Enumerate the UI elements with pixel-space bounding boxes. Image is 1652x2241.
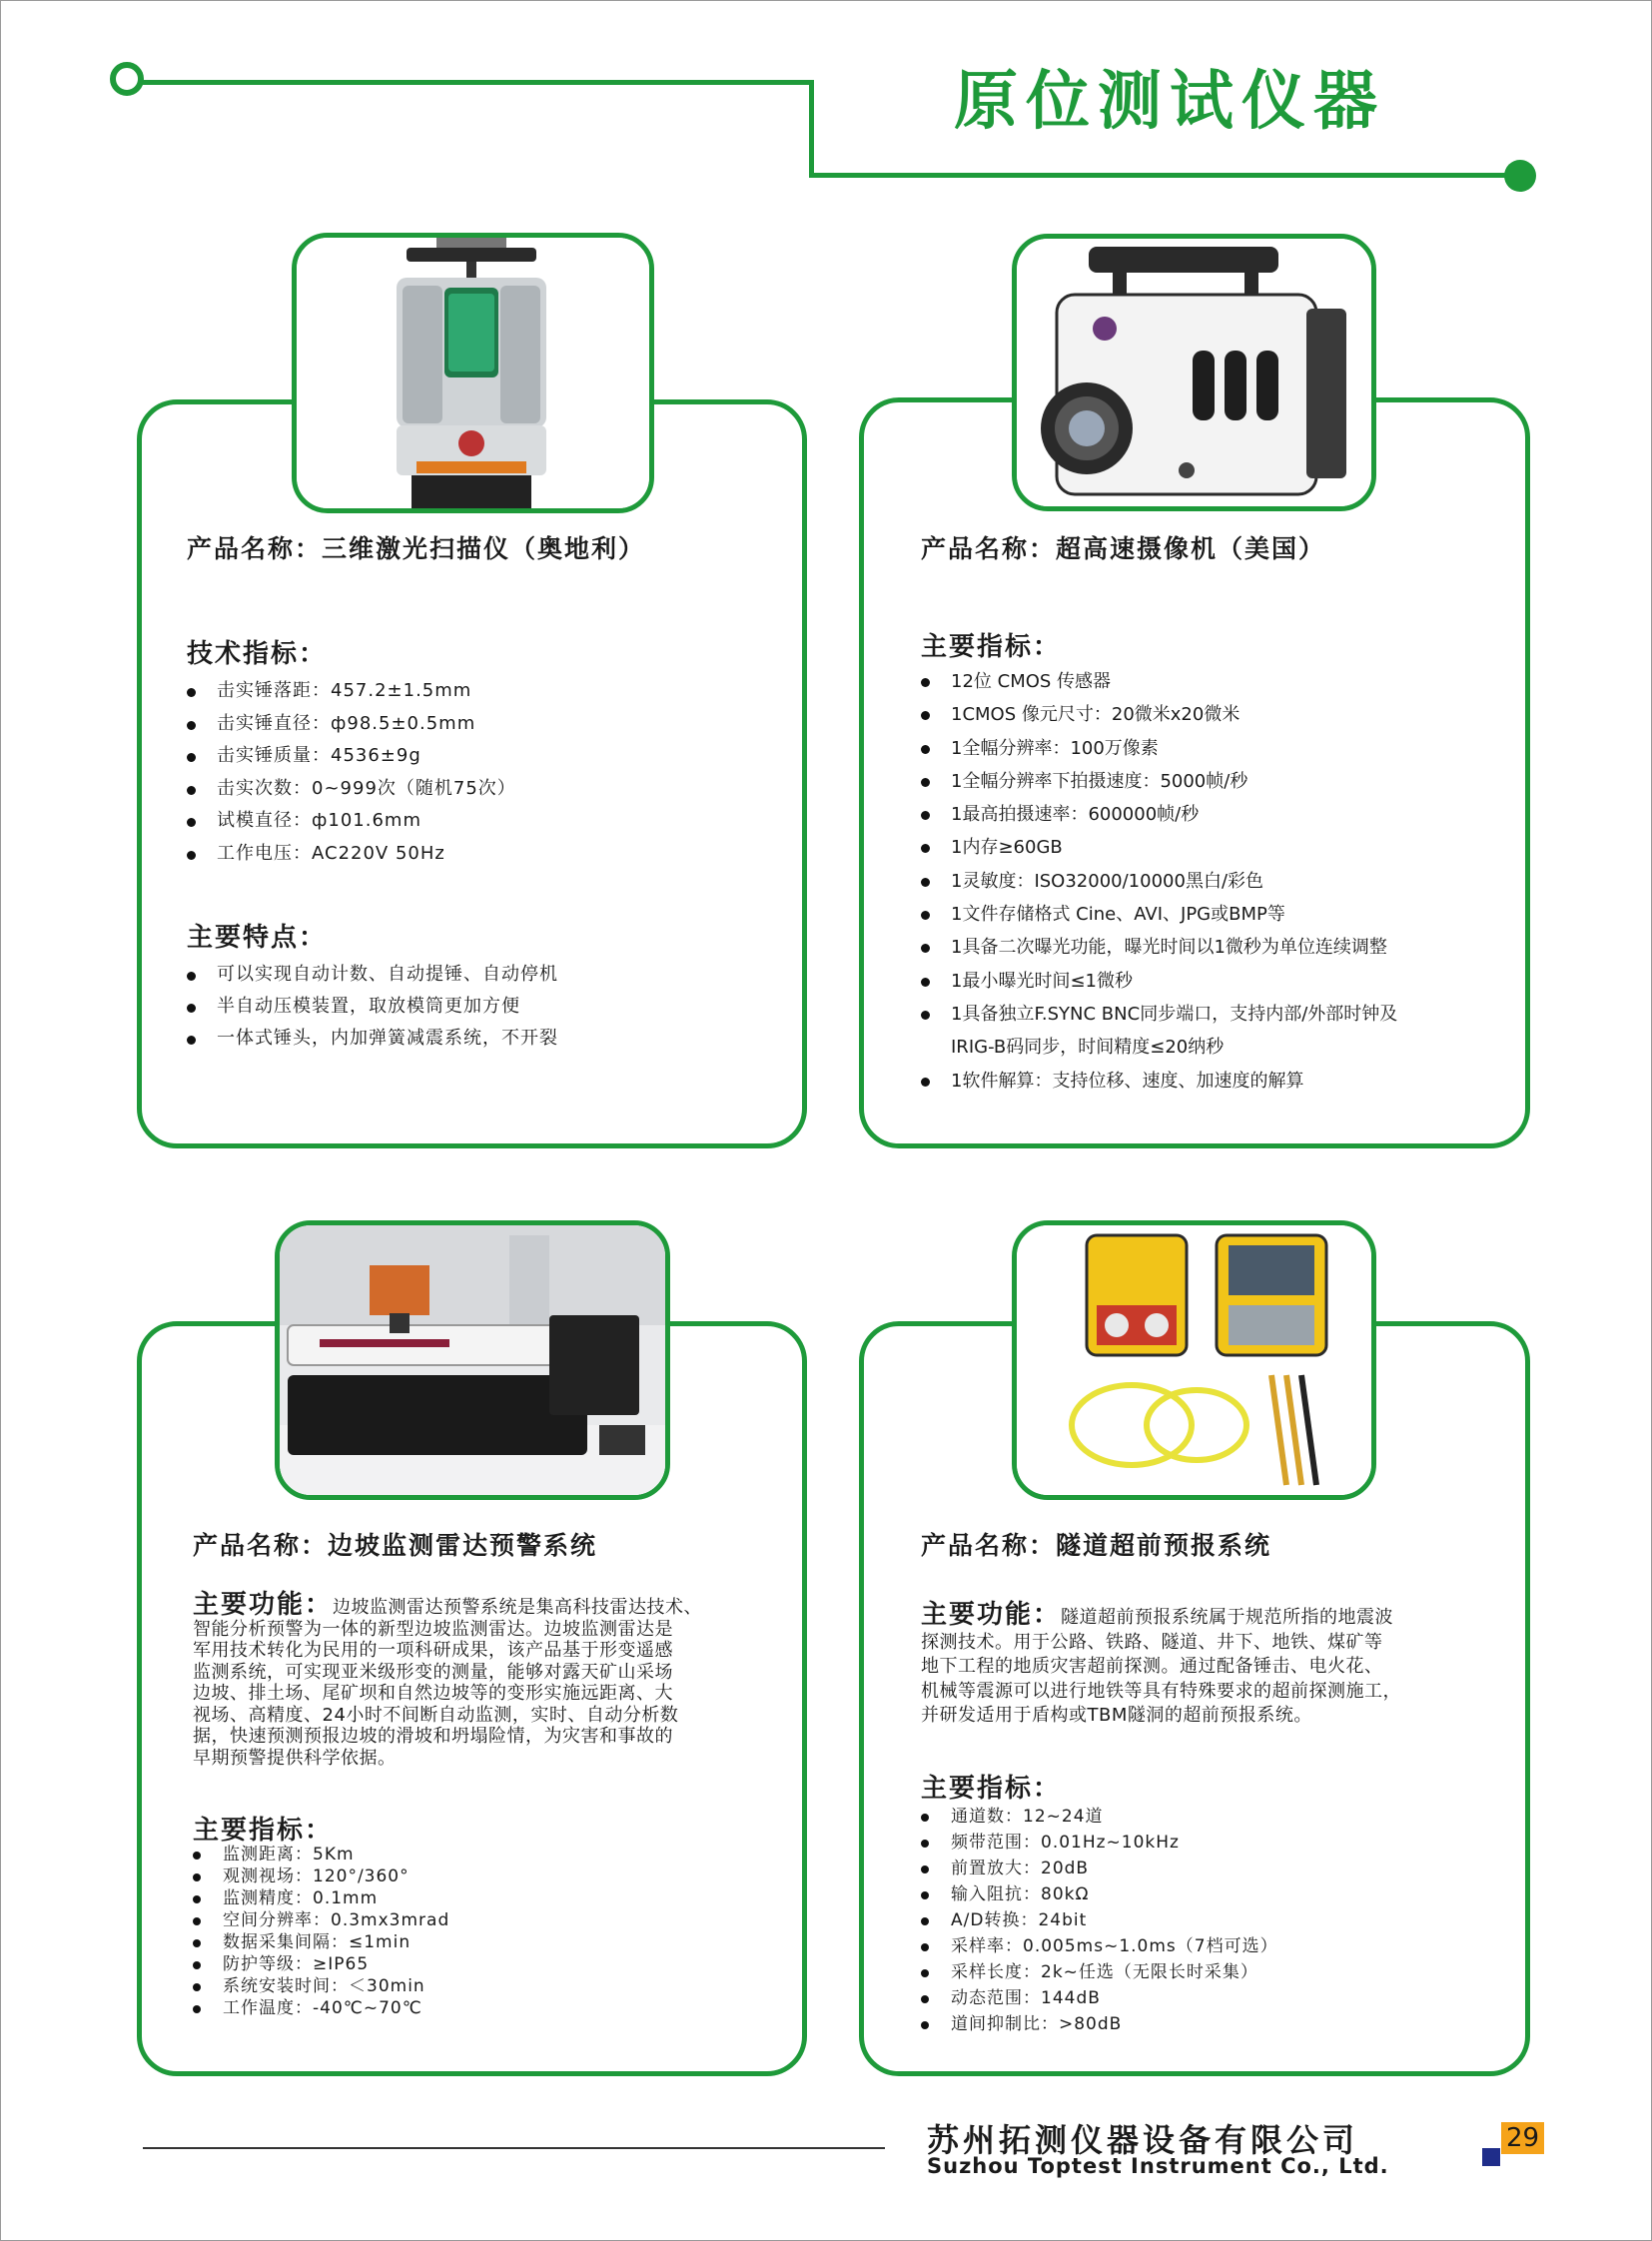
header-line (128, 80, 813, 85)
list-item: 监测精度：0.1mm (193, 1887, 449, 1909)
list-item: 试模直径：ф101.6mm (187, 805, 516, 838)
list-item: 工作电压：AC220V 50Hz (187, 838, 516, 871)
list-item: 一体式锤头，内加弹簧减震系统，不开裂 (187, 1023, 558, 1055)
list-item: 动态范围：144dB (921, 1985, 1278, 2011)
list-item: A/D转换：24bit (921, 1907, 1278, 1933)
function-line: 军用技术转化为民用的一项科研成果，该产品基于形变遥感 (193, 1640, 673, 1661)
function-paragraph (193, 1590, 772, 1769)
product-image-frame (1012, 234, 1376, 511)
tunnel-forecast-icon (1017, 1225, 1371, 1495)
header-line-lower (809, 173, 1520, 178)
section-title: 技术指标： (187, 639, 328, 669)
spec-list (921, 1804, 1278, 2037)
list-item: 通道数：12~24道 (921, 1804, 1278, 1830)
section-title: 主要特点： (187, 923, 328, 953)
product-name: 产品名称：边坡监测雷达预警系统 (193, 1531, 598, 1560)
header-line-vertical (809, 80, 814, 178)
function-line: 视场、高精度、24小时不间断自动监测，实时、自动分析数 (193, 1704, 679, 1726)
company-name-cn: 苏州拓测仪器设备有限公司 (927, 2121, 1359, 2159)
list-item: 前置放大：20dB (921, 1856, 1278, 1881)
header-dot-icon (1504, 160, 1536, 192)
list-item: 1灵敏度：ISO32000/10000黑白/彩色 (921, 865, 1397, 898)
list-item: 观测视场：120°/360° (193, 1866, 449, 1887)
header-ring-icon (110, 62, 144, 96)
list-item: 道间抑制比：>80dB (921, 2011, 1278, 2037)
list-item: 1全幅分辨率下拍摄速度：5000帧/秒 (921, 765, 1397, 798)
function-line: 地下工程的地质灾害超前探测。通过配备锤击、电火花、 (921, 1656, 1383, 1677)
product-image-frame (275, 1220, 670, 1500)
section-title: 主要指标： (193, 1816, 334, 1846)
slope-radar-icon (280, 1225, 665, 1495)
function-line: 探测技术。用于公路、铁路、隧道、井下、地铁、煤矿等 (921, 1631, 1383, 1653)
list-item: 击实锤落距：457.2±1.5mm (187, 675, 516, 708)
laser-scanner-icon (297, 238, 649, 508)
page-number: 29 (1501, 2122, 1544, 2154)
list-item: 12位 CMOS 传感器 (921, 665, 1397, 698)
list-item: 击实锤质量：4536±9g (187, 740, 516, 773)
list-item: 半自动压模装置，取放模筒更加方便 (187, 991, 558, 1023)
list-item: 输入阻抗：80kΩ (921, 1881, 1278, 1907)
function-line: 智能分析预警为一体的新型边坡监测雷达。边坡监测雷达是 (193, 1618, 673, 1640)
list-item: 1内存≥60GB (921, 831, 1397, 864)
list-item: 频带范围：0.01Hz~10kHz (921, 1830, 1278, 1856)
list-item-continuation: IRIG-B码同步，时间精度≤20纳秒 (951, 1037, 1225, 1059)
high-speed-camera-icon (1017, 239, 1371, 506)
list-item: 数据采集间隔：≤1min (193, 1931, 449, 1953)
footer-divider (143, 2147, 885, 2149)
spec-list (187, 675, 516, 870)
function-line: 机械等震源可以进行地铁等具有特殊要求的超前探测施工， (921, 1680, 1401, 1702)
list-item: 工作温度：-40℃~70℃ (193, 1997, 449, 2019)
list-item: 1具备二次曝光功能，曝光时间以1微秒为单位连续调整 (921, 931, 1397, 964)
list-item: 击实次数：0~999次（随机75次） (187, 773, 516, 806)
list-item: 1文件存储格式 Cine、AVI、JPG或BMP等 (921, 898, 1397, 931)
product-image-frame (1012, 1220, 1376, 1500)
feature-list (187, 959, 558, 1055)
function-line: 早期预警提供科学依据。 (193, 1747, 397, 1769)
list-item: 1全幅分辨率：100万像素 (921, 732, 1397, 765)
section-title: 主要指标： (921, 632, 1062, 662)
list-item: 防护等级：≥IP65 (193, 1953, 449, 1975)
spec-list (921, 665, 1397, 1098)
list-item: 1具备独立F.SYNC BNC同步端口，支持内部/外部时钟及 (921, 998, 1397, 1031)
list-item: 1软件解算：支持位移、速度、加速度的解算 (921, 1065, 1397, 1098)
list-item: 系统安装时间：＜30min (193, 1975, 449, 1997)
spec-list (193, 1844, 449, 2019)
list-item: 监测距离：5Km (193, 1844, 449, 1866)
company-name-en: Suzhou Toptest Instrument Co., Ltd. (927, 2154, 1389, 2178)
function-line: 边坡、排土场、尾矿坝和自然边坡等的变形实施远距离、大 (193, 1683, 673, 1704)
function-text: 隧道超前预报系统属于规范所指的地震波 (1061, 1607, 1394, 1628)
product-image-frame (292, 233, 654, 513)
product-name: 产品名称：超高速摄像机（美国） (921, 534, 1326, 563)
page-marker-icon (1482, 2148, 1500, 2166)
list-item: 1最小曝光时间≤1微秒 (921, 965, 1397, 998)
list-item: 击实锤直径：ф98.5±0.5mm (187, 708, 516, 741)
function-line: 据，快速预测预报边坡的滑坡和坍塌险情，为灾害和事故的 (193, 1726, 673, 1747)
list-item: 空间分辨率：0.3mx3mrad (193, 1909, 449, 1931)
function-line: 监测系统，可实现亚米级形变的测量，能够对露天矿山采场 (193, 1661, 673, 1683)
function-text: 边坡监测雷达预警系统是集高科技雷达技术、 (333, 1597, 703, 1618)
list-item: 采样率：0.005ms~1.0ms（7档可选） (921, 1933, 1278, 1959)
list-item: 1最高拍摄速率：600000帧/秒 (921, 798, 1397, 831)
list-item: 可以实现自动计数、自动提锤、自动停机 (187, 959, 558, 991)
function-title: 主要功能： (193, 1590, 334, 1620)
product-name: 产品名称：隧道超前预报系统 (921, 1531, 1272, 1560)
function-paragraph (921, 1600, 1500, 1729)
section-title: 主要指标： (921, 1774, 1062, 1804)
list-item: 采样长度：2k~任选（无限长时采集） (921, 1959, 1278, 1985)
list-item: 1CMOS 像元尺寸：20微米x20微米 (921, 698, 1397, 731)
function-line: 并研发适用于盾构或TBM隧洞的超前预报系统。 (921, 1705, 1312, 1726)
product-name: 产品名称：三维激光扫描仪（奥地利） (187, 534, 646, 563)
function-title: 主要功能： (921, 1600, 1062, 1630)
page-title: 原位测试仪器 (954, 65, 1385, 139)
